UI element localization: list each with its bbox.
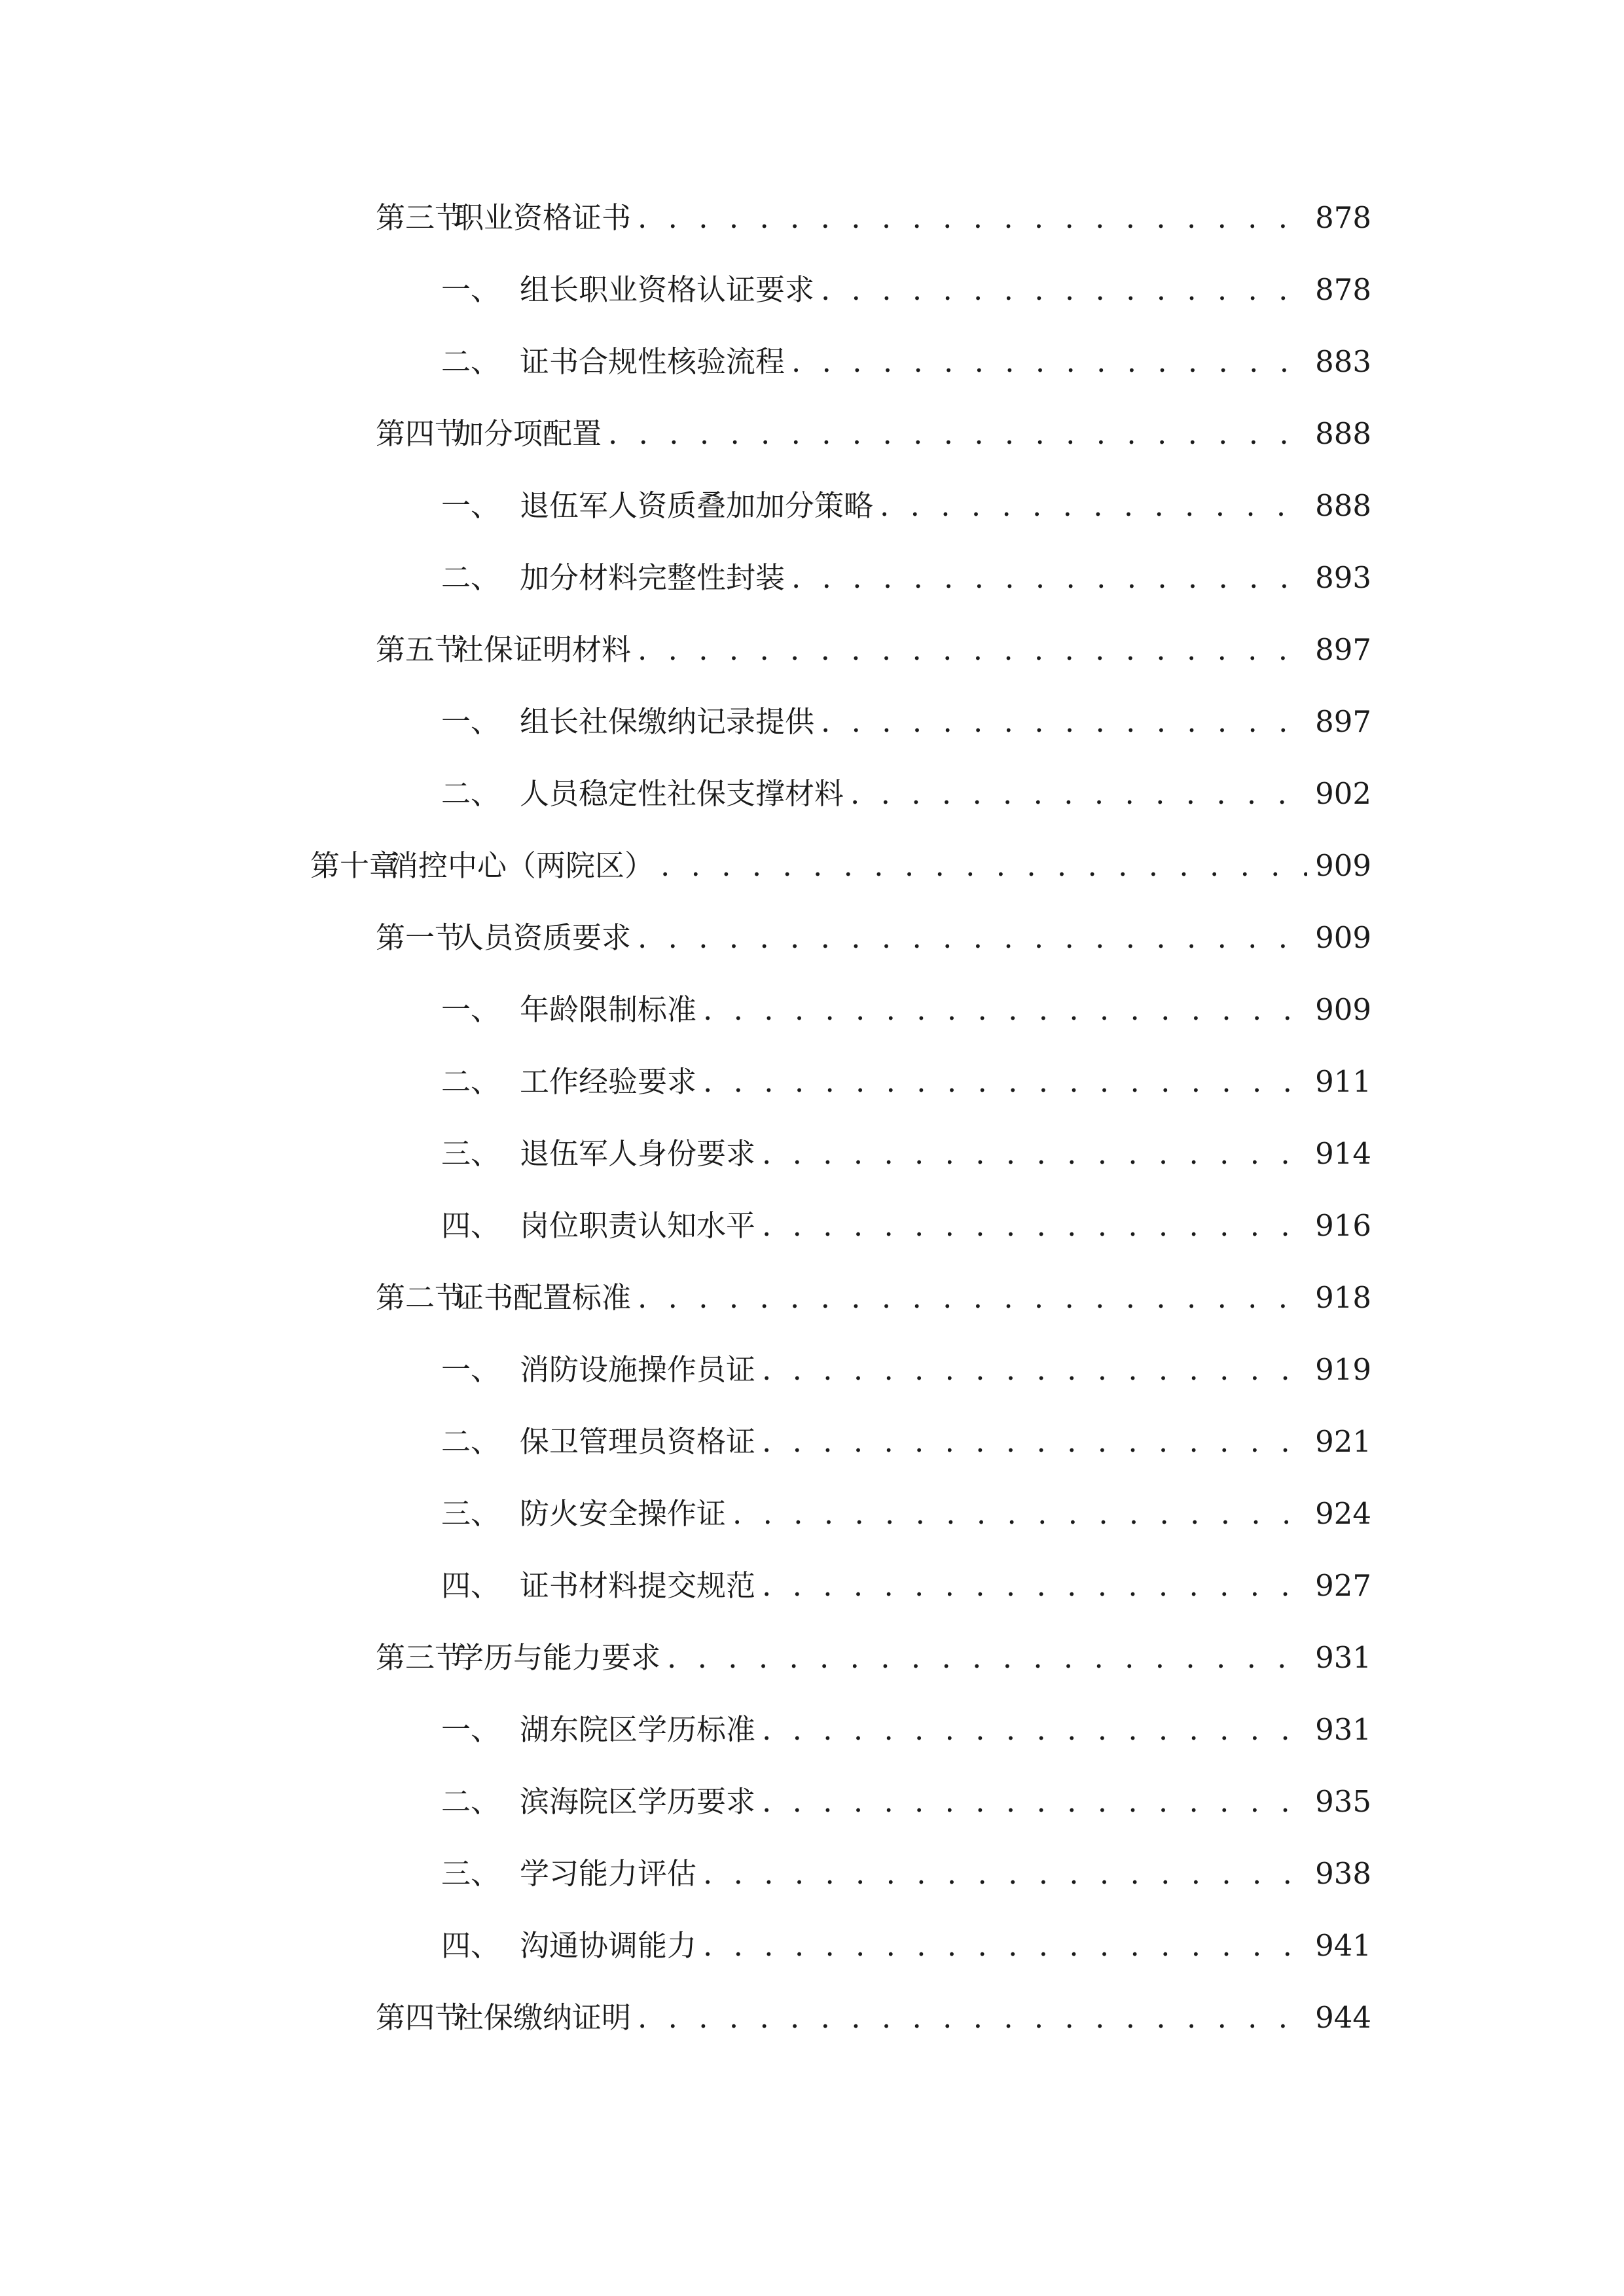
toc-entry[interactable]	[441, 1704, 1371, 1756]
toc-entry[interactable]	[441, 1848, 1371, 1900]
toc-entry-title: 组长职业资格认证要求	[520, 272, 815, 307]
toc-entry-title: 消控中心（两院区）	[389, 848, 655, 883]
toc-entry-number: 四、	[441, 1208, 501, 1243]
toc-entry-title: 退伍军人资质叠加加分策略	[520, 488, 874, 523]
toc-entry-title: 学历与能力要求	[454, 1640, 661, 1675]
toc-entry[interactable]	[441, 984, 1371, 1036]
toc-entry-page: 878	[1315, 200, 1371, 235]
toc-leader-dots	[638, 912, 1307, 964]
toc-leader-dots	[638, 1272, 1307, 1324]
toc-entry-title: 证书配置标准	[454, 1280, 632, 1315]
toc-entry-number: 一、	[441, 704, 501, 739]
toc-entry-page: 893	[1315, 560, 1371, 595]
toc-entry[interactable]	[441, 552, 1371, 604]
toc-entry-page: 909	[1315, 920, 1371, 955]
toc-entry-number: 第三节	[376, 1640, 465, 1675]
toc-entry-title: 滨海院区学历要求	[520, 1784, 756, 1819]
toc-entry[interactable]	[376, 1272, 1371, 1324]
toc-entry-number: 三、	[441, 1856, 501, 1891]
toc-leader-dots	[703, 1056, 1307, 1108]
toc-entry[interactable]	[441, 1920, 1371, 1972]
toc-leader-dots	[762, 1704, 1307, 1756]
toc-entry-page: 924	[1315, 1496, 1371, 1531]
toc-entry-page: 909	[1315, 848, 1371, 883]
toc-entry-number: 四、	[441, 1568, 501, 1603]
toc-leader-dots	[608, 408, 1307, 460]
toc-entry-title: 社保缴纳证明	[454, 2000, 632, 2035]
toc-leader-dots	[821, 696, 1307, 748]
toc-leader-dots	[762, 1128, 1307, 1180]
toc-leader-dots	[732, 1488, 1307, 1540]
toc-entry[interactable]	[441, 336, 1371, 388]
toc-entry[interactable]	[441, 696, 1371, 748]
toc-leader-dots	[660, 840, 1307, 892]
toc-entry-number: 四、	[441, 1928, 501, 1963]
toc-leader-dots	[762, 1416, 1307, 1468]
toc-entry-page: 902	[1315, 776, 1371, 811]
toc-entry-page: 938	[1315, 1856, 1371, 1891]
toc-entry[interactable]	[441, 1128, 1371, 1180]
toc-entry[interactable]	[376, 624, 1371, 676]
toc-entry-page: 918	[1315, 1280, 1371, 1315]
toc-entry-title: 加分项配置	[454, 416, 602, 451]
toc-entry-title: 社保证明材料	[454, 632, 632, 667]
toc-entry-number: 第二节	[376, 1280, 465, 1315]
toc-entry-title: 退伍军人身份要求	[520, 1136, 756, 1171]
toc-entry-page: 931	[1315, 1712, 1371, 1747]
toc-entry[interactable]	[441, 1056, 1371, 1108]
toc-entry-page: 919	[1315, 1352, 1371, 1387]
toc-entry-number: 二、	[441, 1424, 501, 1459]
toc-entry-number: 二、	[441, 776, 501, 811]
toc-entry-title: 年龄限制标准	[520, 992, 697, 1027]
toc-leader-dots	[762, 1560, 1307, 1612]
toc-entry-page: 911	[1315, 1064, 1371, 1099]
toc-entry-page: 941	[1315, 1928, 1371, 1963]
toc-entry-title: 证书合规性核验流程	[520, 344, 785, 379]
toc-leader-dots	[791, 552, 1307, 604]
toc-entry-number: 第一节	[376, 920, 465, 955]
toc-entry-title: 岗位职责认知水平	[520, 1208, 756, 1243]
toc-entry[interactable]	[376, 912, 1371, 964]
toc-entry-number: 二、	[441, 344, 501, 379]
toc-entry-page: 944	[1315, 2000, 1371, 2035]
toc-leader-dots	[703, 1848, 1307, 1900]
toc-entry-number: 二、	[441, 560, 501, 595]
toc-leader-dots	[791, 336, 1307, 388]
toc-entry-number: 三、	[441, 1496, 501, 1531]
toc-entry-number: 一、	[441, 488, 501, 523]
toc-entry[interactable]	[441, 1488, 1371, 1540]
toc-entry[interactable]	[441, 1344, 1371, 1396]
toc-leader-dots	[638, 624, 1307, 676]
toc-leader-dots	[638, 1992, 1307, 2044]
toc-entry-number: 第十章	[310, 848, 399, 883]
toc-entry-title: 保卫管理员资格证	[520, 1424, 756, 1459]
toc-entry-title: 湖东院区学历标准	[520, 1712, 756, 1747]
toc-entry[interactable]	[441, 264, 1371, 316]
toc-entry[interactable]	[310, 840, 1371, 892]
toc-entry-number: 二、	[441, 1784, 501, 1819]
toc-entry[interactable]	[441, 1200, 1371, 1252]
toc-entry[interactable]	[441, 1776, 1371, 1828]
toc-entry[interactable]	[376, 408, 1371, 460]
toc-entry-page: 921	[1315, 1424, 1371, 1459]
toc-entry-number: 第五节	[376, 632, 465, 667]
toc-entry-title: 职业资格证书	[454, 200, 632, 235]
toc-entry-title: 沟通协调能力	[520, 1928, 697, 1963]
toc-entry-title: 组长社保缴纳记录提供	[520, 704, 815, 739]
toc-entry-number: 第三节	[376, 200, 465, 235]
toc-entry-number: 三、	[441, 1136, 501, 1171]
toc-entry-title: 证书材料提交规范	[520, 1568, 756, 1603]
toc-entry-page: 897	[1315, 704, 1371, 739]
toc-entry[interactable]	[441, 480, 1371, 532]
toc-leader-dots	[703, 984, 1307, 1036]
toc-entry-number: 一、	[441, 272, 501, 307]
toc-entry[interactable]	[376, 1992, 1371, 2044]
toc-entry-page: 927	[1315, 1568, 1371, 1603]
toc-leader-dots	[880, 480, 1307, 532]
toc-leader-dots	[850, 768, 1307, 820]
toc-leader-dots	[821, 264, 1307, 316]
toc-entry-number: 第四节	[376, 2000, 465, 2035]
toc-entry-page: 878	[1315, 272, 1371, 307]
toc-entry-title: 人员资质要求	[454, 920, 632, 955]
toc-entry-title: 加分材料完整性封装	[520, 560, 785, 595]
toc-entry-number: 一、	[441, 992, 501, 1027]
toc-entry-number: 第四节	[376, 416, 465, 451]
toc-leader-dots	[667, 1632, 1307, 1684]
toc-leader-dots	[638, 192, 1307, 244]
toc-leader-dots	[703, 1920, 1307, 1972]
toc-entry-number: 一、	[441, 1352, 501, 1387]
toc-entry-page: 909	[1315, 992, 1371, 1027]
toc-entry-page: 888	[1315, 488, 1371, 523]
toc-leader-dots	[762, 1344, 1307, 1396]
toc-entry-title: 学习能力评估	[520, 1856, 697, 1891]
toc-entry-title: 工作经验要求	[520, 1064, 697, 1099]
toc-entry-title: 人员稳定性社保支撑材料	[520, 776, 844, 811]
toc-entry-page: 883	[1315, 344, 1371, 379]
toc-entry[interactable]	[441, 768, 1371, 820]
toc-leader-dots	[762, 1776, 1307, 1828]
toc-entry[interactable]	[441, 1560, 1371, 1612]
toc-entry-title: 防火安全操作证	[520, 1496, 727, 1531]
toc-entry-page: 916	[1315, 1208, 1371, 1243]
toc-leader-dots	[762, 1200, 1307, 1252]
toc-entry-page: 888	[1315, 416, 1371, 451]
toc-entry-page: 914	[1315, 1136, 1371, 1171]
toc-entry-title: 消防设施操作员证	[520, 1352, 756, 1387]
toc-entry[interactable]	[441, 1416, 1371, 1468]
toc-entry-page: 935	[1315, 1784, 1371, 1819]
toc-entry[interactable]	[376, 192, 1371, 244]
toc-entry-number: 一、	[441, 1712, 501, 1747]
toc-entry[interactable]	[376, 1632, 1371, 1684]
toc-entry-page: 931	[1315, 1640, 1371, 1675]
toc-entry-number: 二、	[441, 1064, 501, 1099]
toc-entry-page: 897	[1315, 632, 1371, 667]
